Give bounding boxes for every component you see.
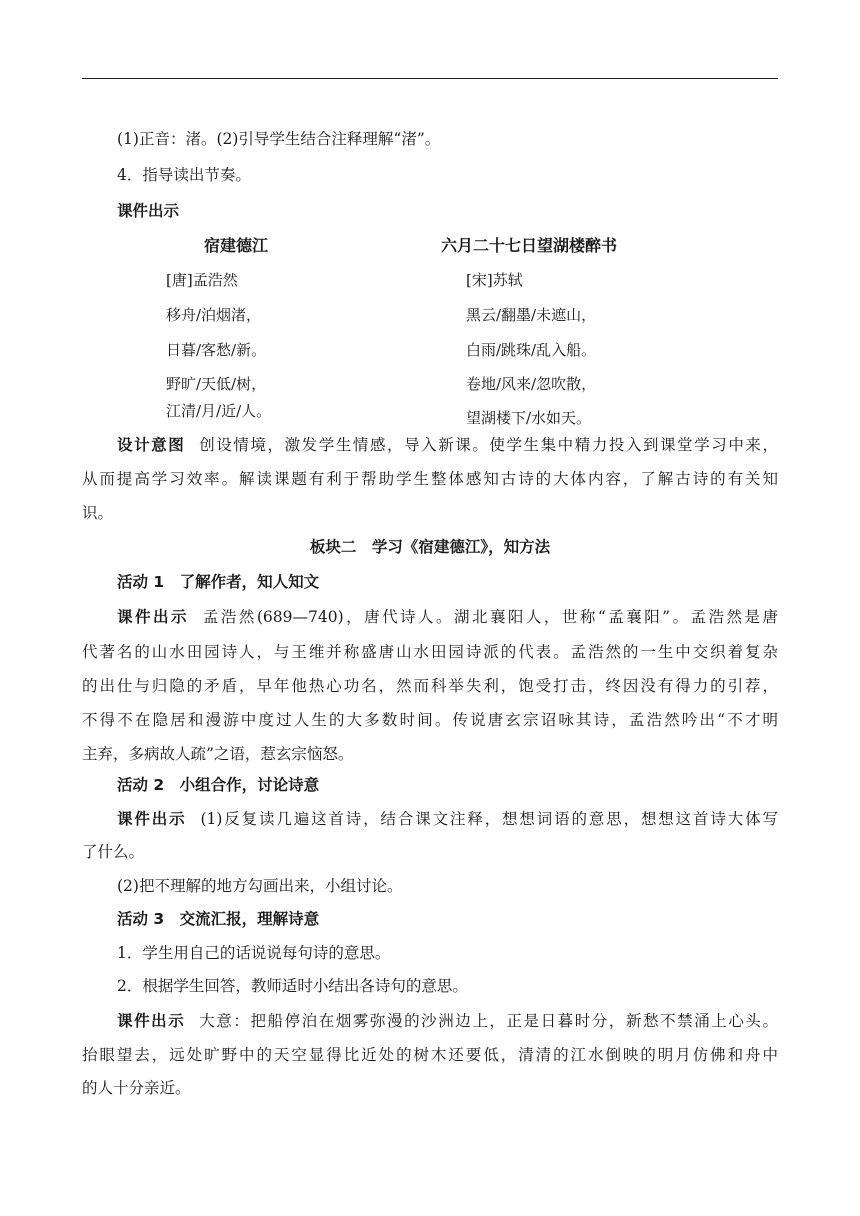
activity1-line: 课件出示 孟浩然(689—740)，唐代诗人。湖北襄阳人，世称“孟襄阳”。孟浩然是唐	[117, 608, 778, 626]
design-intent-line: 设计意图 创设情境，激发学生情感，导入新课。使学生集中精力投入到课堂学习中来，	[117, 436, 778, 454]
paragraph-pronunciation: (1)正音：渚。(2)引导学生结合注释理解“渚”。	[117, 130, 441, 148]
activity1-line: 的出仕与归隐的矛盾，早年他热心功名，然而科举失利，饱受打击，终因没有得力的引荐，	[82, 677, 778, 695]
activity3-line: 的人十分亲近。	[82, 1079, 191, 1097]
poem2-line: 黑云/翻墨/未遮山，	[466, 306, 597, 324]
poem1-author: [唐]孟浩然	[166, 271, 238, 289]
design-intent-line: 识。	[82, 504, 114, 522]
paragraph-rhythm: 4．指导读出节奏。	[117, 166, 251, 184]
activity2-line: 了什么。	[82, 843, 145, 861]
activity2-title: 活动 2 小组合作，讨论诗意	[117, 776, 320, 794]
poem1-line: 江清/月/近/人。	[166, 402, 272, 420]
activity1-title: 活动 1 了解作者，知人知文	[117, 573, 320, 591]
activity3-line: 课件出示 大意：把船停泊在烟雾弥漫的沙洲边上，正是日暮时分，新愁不禁涌上心头。	[117, 1012, 778, 1030]
poem2-title: 六月二十七日望湖楼醉书	[441, 236, 618, 255]
courseware-label: 课件出示	[117, 202, 180, 220]
poem2-line: 卷地/风来/忽吹散，	[466, 375, 597, 393]
activity1-line: 主弃，多病故人疏”之语，惹玄宗恼怒。	[82, 745, 354, 763]
poem1-line: 野旷/天低/树，	[166, 375, 267, 393]
section-title: 板块二 学习《宿建德江》，知方法	[309, 538, 551, 556]
activity1-line: 不得不在隐居和漫游中度过人生的大多数时间。传说唐玄宗诏咏其诗，孟浩然吟出“不才明	[82, 711, 778, 729]
poem2-author: [宋]苏轼	[466, 271, 523, 289]
poem1-line: 日暮/客愁/新。	[166, 341, 267, 359]
poem2-line: 白雨/跳珠/乱入船。	[466, 341, 597, 359]
activity3-title: 活动 3 交流汇报，理解诗意	[117, 910, 320, 928]
poem2-line: 望湖楼下/水如天。	[466, 409, 592, 427]
activity3-line: 抬眼望去，远处旷野中的天空显得比近处的树木还要低，清清的江水倒映的明月仿佛和舟中	[82, 1046, 778, 1064]
courseware-label: 课件出示	[117, 608, 189, 626]
courseware-label: 课件出示	[117, 1012, 186, 1030]
design-intent-line: 从而提高学习效率。解读课题有利于帮助学生整体感知古诗的大体内容，了解古诗的有关知	[82, 470, 778, 488]
activity2-line: (2)把不理解的地方勾画出来，小组讨论。	[117, 877, 403, 895]
design-intent-label: 设计意图	[117, 436, 186, 454]
activity2-line: 课件出示 (1)反复读几遍这首诗，结合课文注释，想想词语的意思，想想这首诗大体写	[117, 810, 778, 828]
poem1-title: 宿建德江	[204, 236, 269, 255]
courseware-label: 课件出示	[117, 810, 187, 828]
activity3-item: 2．根据学生回答，教师适时小结出各诗句的意思。	[117, 977, 468, 995]
activity3-item: 1．学生用自己的话说说每句诗的意思。	[117, 944, 391, 962]
activity1-line: 代著名的山水田园诗人，与王维并称盛唐山水田园诗派的代表。孟浩然的一生中交织着复杂	[82, 643, 778, 661]
header-rule	[82, 78, 778, 79]
poem1-line: 移舟/泊烟渚，	[166, 306, 262, 324]
